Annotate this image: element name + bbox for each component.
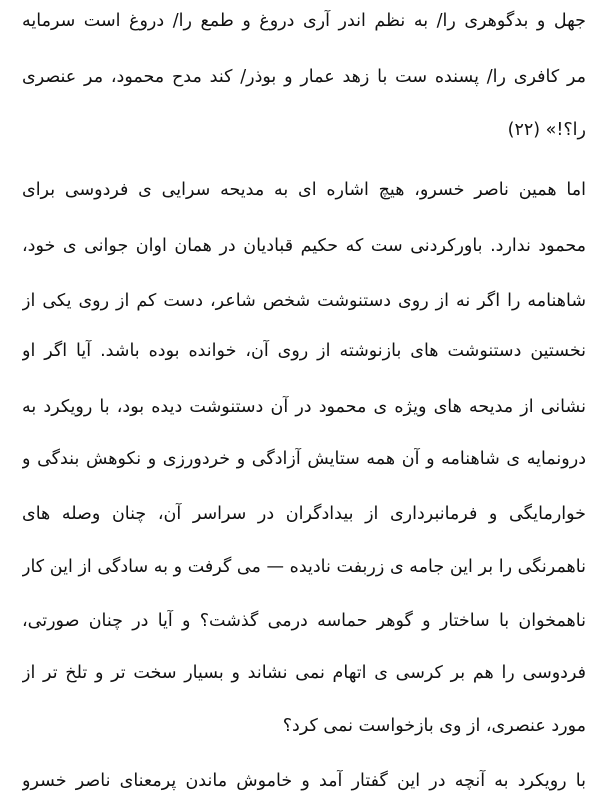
paragraph-start-line: با رویکرد به آنچه در این گفتار آمد و خاموش ماندن پرمعنای ناصر خسرو <box>22 771 586 791</box>
text-line: شاهنامه را اگر نه از روی دستنوشت شخص شاعر، دست کم از روی یکی از <box>22 291 586 311</box>
text-line: را؟!» (۲۲) <box>507 120 586 140</box>
text-line: خوارمایگی و فرمانبرداری از بیدادگران در سراسر آن، چنان وصله های <box>22 504 586 524</box>
text-line: نخستین دستنوشت های بازنوشته از روی آن، خوانده بوده باشد. آیا اگر او <box>22 341 586 361</box>
paragraph-start-line: اما همین ناصر خسرو، هیچ اشاره ای به مدیحه سرایی ی فردوسی برای <box>22 180 586 200</box>
text-line: فردوسی را هم بر کرسی ی اتهام نمی نشاند و بسیار سخت تر و تلخ تر از <box>22 663 586 683</box>
text-line: مر کافری را/ پسنده ست با زهد عمار و بوذر/ کند مدح محمود، مر عنصری <box>22 67 586 87</box>
text-line: مورد عنصری، از وی بازخواست نمی کرد؟ <box>282 716 586 736</box>
text-line: ناهمخوان با ساختار و گوهر حماسه درمی گذشت؟ و آیا در چنان صورتی، <box>22 611 586 631</box>
text-line: محمود ندارد. باورکردنی ست که حکیم قبادیان در همان اوان جوانی ی خود، <box>22 236 586 256</box>
text-line: نشانی از مدیحه های ویژه ی محمود در آن دستنوشت دیده بود، با رویکرد به <box>22 397 586 417</box>
text-line: جهل و بدگوهری را/ به نظم اندر آری دروغ و طمع را/ دروغ است سرمایه <box>22 11 586 31</box>
text-line: ناهمرنگی را بر این جامه ی زربفت نادیده — می گرفت و به سادگی از این کار <box>22 557 586 577</box>
text-line: درونمایه ی شاهنامه و آن همه ستایش آزادگی و خردورزی و نکوهش بندگی و <box>22 449 586 469</box>
